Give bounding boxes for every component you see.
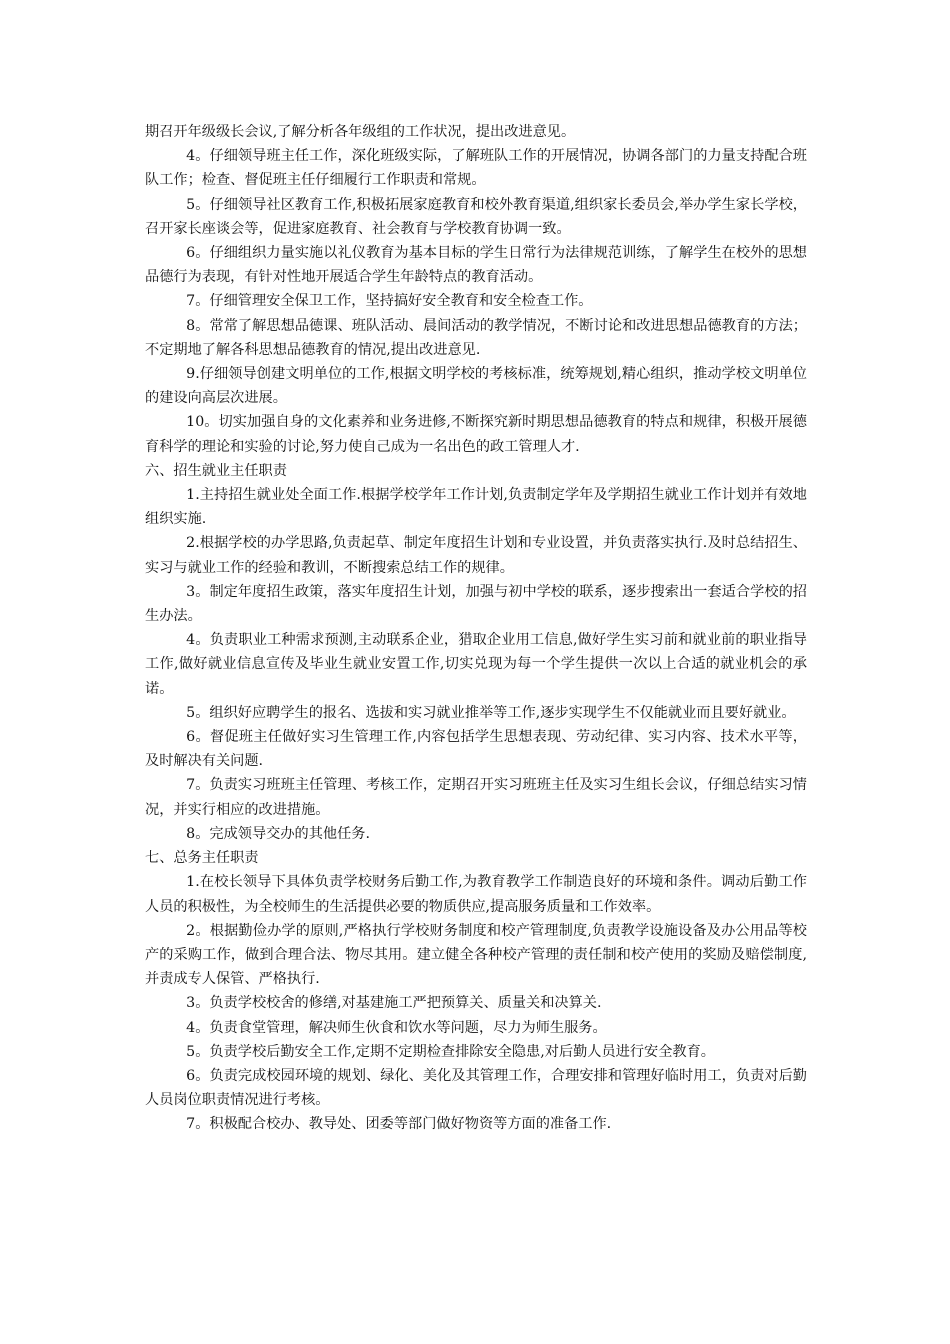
section-heading: 六、招生就业主任职责 xyxy=(145,462,287,479)
paragraph-item: 10。切实加强自身的文化素养和业务进修,不断探究新时期思想品德教育的特点和规律，积极开展德育科学的理论和实验的讨论,努力使自己成为一名出色的政工管理人才. xyxy=(145,414,807,455)
paragraph-item: 8。完成领导交办的其他任务. xyxy=(186,825,370,842)
paragraph-item: 3。制定年度招生政策，落实年度招生计划，加强与初中学校的联系，逐步搜索出一套适合学校的招生办法。 xyxy=(145,583,807,625)
paragraph-item: 5。组织好应聘学生的报名、选拔和实习就业推举等工作,逐步实现学生不仅能就业而且要好就业。 xyxy=(186,704,796,721)
paragraph-item: 9.仔细领导创建文明单位的工作,根据文明学校的考核标准，统筹规划,精心组织，推动学校文明单位的建设向高层次进展。 xyxy=(145,366,807,407)
paragraph-item: 7。负责实习班班主任管理、考核工作，定期召开实习班班主任及实习生组长会议，仔细总结实习情况，并实行相应的改进措施。 xyxy=(145,777,807,818)
paragraph-item: 3。负责学校校舍的修缮,对基建施工严把预算关、质量关和决算关. xyxy=(186,995,602,1012)
paragraph-item: 6。督促班主任做好实习生管理工作,内容包括学生思想表现、劳动纪律、实习内容、技术水平等，及时解决有关问题. xyxy=(145,729,807,770)
paragraph-item: 2.根据学校的办学思路,负责起草、制定年度招生计划和专业设置，并负责落实执行.及时总结招生、实习与就业工作的经验和教训，不断搜索总结工作的规律。 xyxy=(145,535,807,576)
paragraph-item: 8。常常了解思想品德课、班队活动、晨间活动的教学情况，不断讨论和改进思想品德教育的方法；不定期地了解各科思想品德教育的情况,提出改进意见. xyxy=(145,317,807,358)
paragraph-item: 6。负责完成校园环境的规划、绿化、美化及其管理工作，合理安排和管理好临时用工，负责对后勤人员岗位职责情况进行考核。 xyxy=(145,1067,807,1109)
paragraph-item: 4。负责食堂管理，解决师生伙食和饮水等问题，尽力为师生服务。 xyxy=(186,1019,607,1036)
paragraph-item: 4。仔细领导班主任工作，深化班级实际，了解班队工作的开展情况，协调各部门的力量支持配合班队工作；检查、督促班主任仔细履行工作职责和常规。 xyxy=(145,148,807,189)
paragraph-item: 5。仔细领导社区教育工作,积极拓展家庭教育和校外教育渠道,组织家长委员会,举办学生家长学校，召开家长座谈会等，促进家庭教育、社会教育与学校教育协调一致。 xyxy=(145,196,807,237)
document-page xyxy=(145,120,807,1137)
paragraph-item: 7。积极配合校办、教导处、团委等部门做好物资等方面的准备工作. xyxy=(186,1116,612,1133)
paragraph-item: 1.在校长领导下具体负责学校财务后勤工作,为教育教学工作制造良好的环境和条件。调动后勤工作人员的积极性，为全校师生的生活提供必要的物质供应,提高服务质量和工作效率。 xyxy=(145,874,807,915)
paragraph-item: 2。根据勤俭办学的原则,严格执行学校财务制度和校产管理制度,负责教学设施设备及办公用品等校产的采购工作，做到合理合法、物尽其用。建立健全各种校产管理的责任制和校产使用的奖励及赔偿制度,并责成专人保管、严格执行. xyxy=(145,922,807,988)
paragraph-item: 7。仔细管理安全保卫工作，坚持搞好安全教育和安全检查工作。 xyxy=(186,293,593,310)
paragraph-item: 5。负责学校后勤安全工作,定期不定期检查排除安全隐患,对后勤人员进行安全教育。 xyxy=(186,1043,715,1060)
section-heading: 七、总务主任职责 xyxy=(145,850,259,867)
paragraph-continuation: 期召开年级级长会议,了解分析各年级组的工作状况，提出改进意见。 xyxy=(145,124,576,140)
paragraph-item: 6。仔细组织力量实施以礼仪教育为基本目标的学生日常行为法律规范训练，了解学生在校外的思想品德行为表现，有针对性地开展适合学生年龄特点的教育活动。 xyxy=(145,245,807,286)
paragraph-item: 4。负责职业工种需求预测,主动联系企业，猎取企业用工信息,做好学生实习前和就业前的职业指导工作,做好就业信息宣传及毕业生就业安置工作,切实兑现为每一个学生提供一次以上合适的就业机会的承诺。 xyxy=(145,632,807,697)
paragraph-item: 1.主持招生就业处全面工作.根据学校学年工作计划,负责制定学年及学期招生就业工作计划并有效地组织实施. xyxy=(145,487,807,528)
